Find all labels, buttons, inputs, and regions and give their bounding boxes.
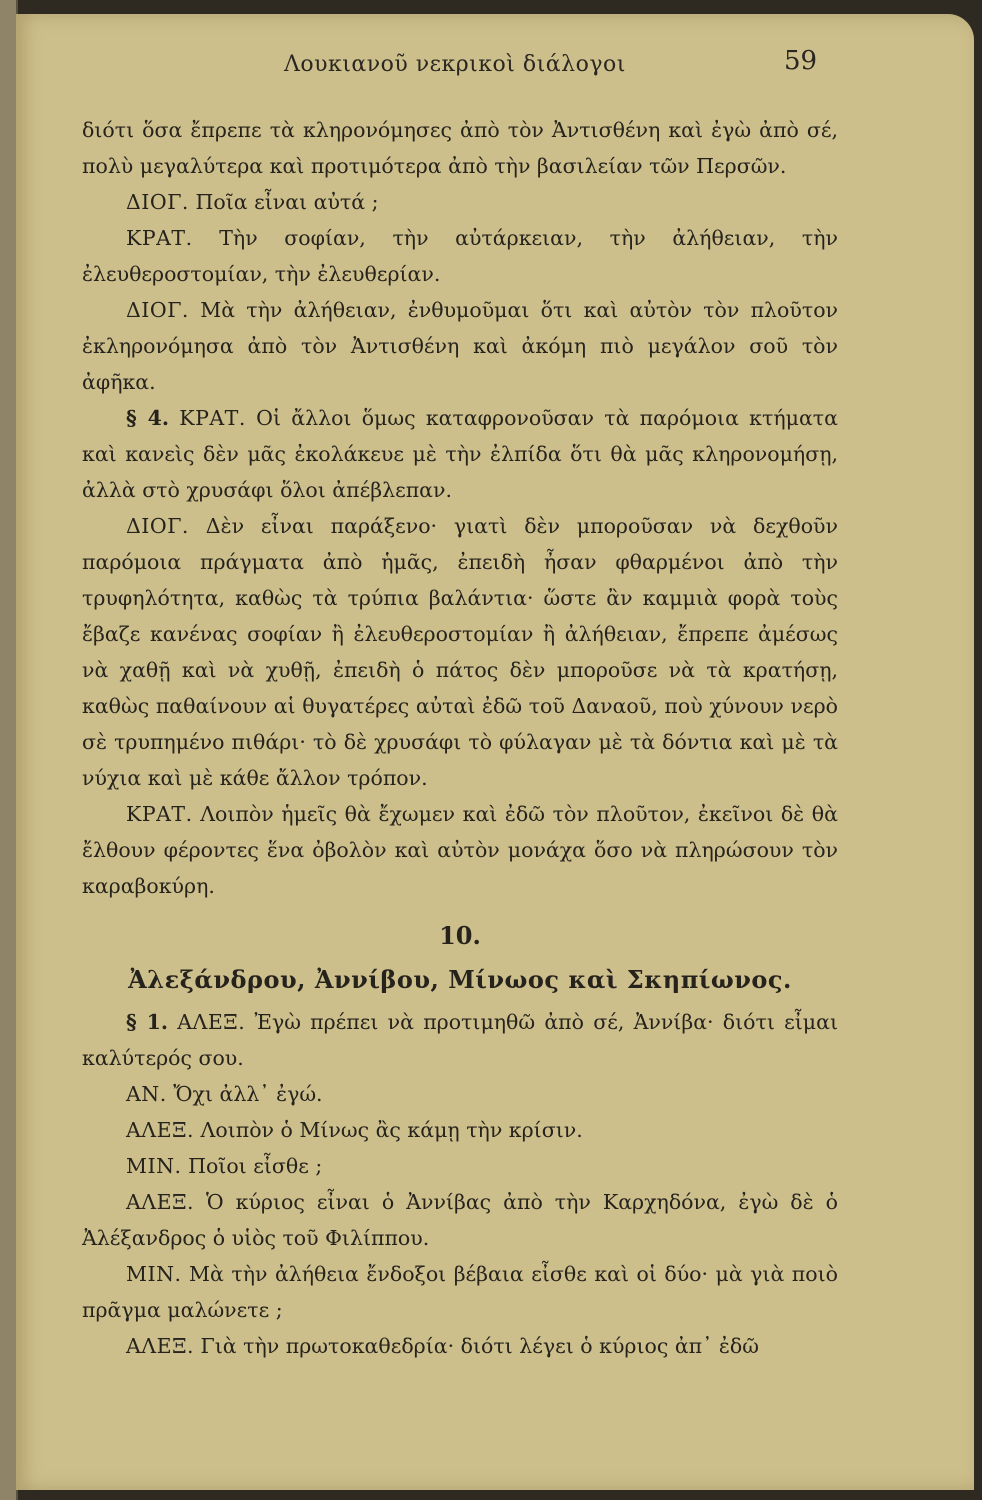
dialogue-paragraph [82,184,838,220]
paragraph-text: Ὁ κύριος εἶναι ὁ Ἀννίβας ἀπὸ τὴν Καρχηδόνα, ἐγὼ δὲ ὁ Ἀλέξανδρος ὁ υἱὸς τοῦ Φιλίππου. [82,1190,838,1250]
dialogue-paragraph [82,400,838,508]
paragraph-text: Ἐγὼ πρέπει νὰ προτιμηθῶ ἀπὸ σέ, Ἀννίβα· διότι εἶμαι καλύτερός σου. [82,1010,838,1070]
paragraph-text: Οἱ ἄλλοι ὅμως καταφρονοῦσαν τὰ παρόμοια κτήματα καὶ κανεὶς δὲν μᾶς ἐκολάκευε μὲ τὴν ἐλπίδα ὅτι θὰ μᾶς κληρονομήσῃ, ἀλλὰ στὸ χρυσάφι ὅλοι ἀπέβλεπαν. [82,406,838,502]
book-page [16,14,974,1490]
paragraph-text: Γιὰ τὴν πρωτοκαθεδρία· διότι λέγει ὁ κύριος ἀπ᾽ ἐδῶ [200,1334,759,1358]
chapter-number: 10. [439,921,481,950]
speaker-label: ΑΝ. [126,1082,167,1106]
dialogue-paragraph [82,1328,838,1364]
dialogue-paragraph [82,1184,838,1256]
speaker-label: ΑΛΕΞ. [126,1334,195,1358]
dialogue-paragraph [82,1076,838,1112]
speaker-label: ΑΛΕΞ. [126,1118,195,1142]
dialogue-paragraph [82,1004,838,1076]
chapter-title: Ἀλεξάνδρου, Ἀννίβου, Μίνωος καὶ Σκηπίωνος. [128,965,792,994]
paragraph-text: Τὴν σοφίαν, τὴν αὐτάρκειαν, τὴν ἀλήθειαν, τὴν ἐλευθεροστομίαν, τὴν ἐλευθερίαν. [82,226,838,286]
paragraph-text: Ποῖοι εἶσθε ; [188,1154,323,1178]
dialogue-paragraph [82,1112,838,1148]
dialogue-paragraph [82,292,838,400]
section-marker: § 1. [126,1010,168,1034]
paragraph-text: Ὄχι ἀλλ᾽ ἐγώ. [173,1082,323,1106]
dialogue-paragraph [82,1148,838,1184]
paragraph-text: Λοιπὸν ὁ Μίνως ἂς κάμῃ τὴν κρίσιν. [200,1118,583,1142]
paragraph-text: Μὰ τὴν ἀλήθεια ἔνδοξοι βέβαια εἶσθε καὶ οἱ δύο· μὰ γιὰ ποιὸ πρᾶγμα μαλώνετε ; [82,1262,838,1322]
speaker-label: ΑΛΕΞ. [126,1190,195,1214]
dialogue-paragraph [82,1256,838,1328]
paragraph-text: Ποῖα εἶναι αὐτά ; [195,190,379,214]
paragraph-text: Δὲν εἶναι παράξενο· γιατὶ δὲν μποροῦσαν νὰ δεχθοῦν παρόμοια πράγματα ἀπὸ ἡμᾶς, ἐπειδὴ ἦσαν φθαρμένοι ἀπὸ τὴν τρυφηλότητα, καθὼς τὰ τρύπια βαλάντια· ὥστε ἂν καμμιὰ φορὰ τοὺς ἔβαζε κανένας σοφίαν ἢ ἐλευθεροστομίαν ἢ ἀλήθειαν, ἔπρεπε ἀμέσως νὰ χαθῇ καὶ νὰ χυθῇ, ἐπειδὴ ὁ πάτος δὲν μποροῦσε νὰ τὰ κρατήσῃ, καθὼς παθαίνουν αἱ θυγατέρες αὐταὶ ἐδῶ τοῦ Δαναοῦ, ποὺ χύνουν νερὸ σὲ τρυπημένο πιθάρι· τὸ δὲ χρυσάφι τὸ φύλαγαν μὲ τὰ δόντια καὶ μὲ τὰ νύχια καὶ μὲ κάθε ἄλλον τρόπον. [82,514,838,790]
speaker-label: ΜΙΝ. [126,1154,182,1178]
paragraph-text: Λοιπὸν ἡμεῖς θὰ ἔχωμεν καὶ ἐδῶ τὸν πλοῦτον, ἐκεῖνοι δὲ θὰ ἔλθουν φέροντες ἕνα ὀβολὸν καὶ αὐτὸν μονάχα ὅσο νὰ πληρώσουν τὸν καραβοκύρη. [82,802,838,898]
speaker-label: ΑΛΕΞ. [177,1010,246,1034]
speaker-label: ΔΙΟΓ. [126,190,189,214]
speaker-label: ΜΙΝ. [126,1262,182,1286]
speaker-label: ΚΡΑΤ. [126,226,193,250]
page-number: 59 [784,46,818,76]
speaker-label: ΚΡΑΤ. [126,802,193,826]
running-title: Λουκιανοῦ νεκρικοὶ διάλογοι [284,52,626,77]
dialogue-paragraph [82,508,838,796]
dialogue-block-b [82,1004,838,1364]
paragraph-text: διότι ὅσα ἔπρεπε τὰ κληρονόμησες ἀπὸ τὸν Ἀντισθένη καὶ ἐγὼ ἀπὸ σέ, πολὺ μεγαλύτερα καὶ προτιμότερα ἀπὸ τὴν βασιλείαν τῶν Περσῶν. [82,118,838,178]
speaker-label: ΚΡΑΤ. [179,406,246,430]
section-marker: § 4. [126,406,169,430]
speaker-label: ΔΙΟΓ. [126,514,189,538]
paragraph-text: Μὰ τὴν ἀλήθειαν, ἐνθυμοῦμαι ὅτι καὶ αὐτὸν τὸν πλοῦτον ἐκληρονόμησα ἀπὸ τὸν Ἀντισθένη καὶ ἀκόμη πιὸ μεγάλον σοῦ τὸν ἀφῆκα. [82,298,838,394]
dialogue-block-a [82,112,838,904]
dialogue-paragraph [82,220,838,292]
page-header [16,46,974,92]
body-text [82,112,838,1364]
dialogue-paragraph [82,112,838,184]
dialogue-paragraph [82,796,838,904]
speaker-label: ΔΙΟΓ. [126,298,189,322]
